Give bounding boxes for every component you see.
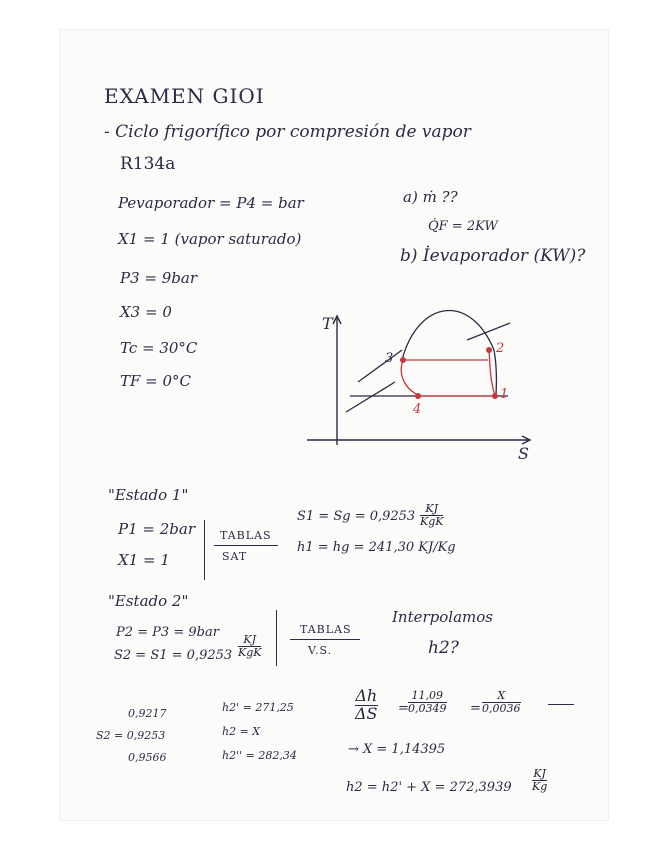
interp-h-b: h2'' = 282,34 [222,749,297,762]
state1-arrow [214,545,278,546]
ratio-n1: 11,09 [411,689,443,702]
p-evaporador: Pevaporador = P4 = bar [118,194,304,212]
ratio-d2: 0,0036 [482,701,521,715]
h2-final-unit [532,768,547,792]
ratio-ds: ΔS [355,703,378,723]
point-4-label: 4 [413,402,422,417]
state2-s2-unit [238,634,261,658]
saturation-dome [346,310,510,412]
point-2-label: 2 [496,341,505,356]
continuation-dash [548,704,574,705]
interp-h-a: h2' = 271,25 [222,701,294,714]
interp-h-x: h2 = X [222,725,261,738]
state2-s2: S2 = S1 = 0,9253 [114,648,233,663]
t-axis-label: T [322,314,333,333]
question-a-q: Q̇F = 2KW [428,219,498,234]
state-points [400,347,498,399]
tc-given: Tc = 30°C [120,339,198,357]
h2-final-unit-num: KJ [533,767,546,780]
ratio-n2: X [497,689,506,702]
h2-final-unit-den: Kg [532,779,548,793]
state1-brace [204,520,205,580]
interp-s-b: 0,9566 [128,751,167,764]
state1-h1: h1 = hg = 241,30 KJ/Kg [297,540,456,555]
interp-result: → X = 1,14395 [348,742,446,757]
state2-brace [276,610,277,666]
ratio-dh-ds [355,688,378,723]
point-4-dot [415,393,421,399]
state1-p1: P1 = 2bar [118,520,195,538]
tf-given: TF = 0°C [120,372,192,390]
point-1-label: 1 [500,387,509,402]
question-b: b) İevaporador (KW)? [400,246,586,266]
ratio-d1: 0,0349 [408,701,447,715]
state1-s1-unit-den: KgK [420,514,444,528]
h2-final: h2 = h2' + X = 272,3939 [346,780,512,795]
state1-x1: X1 = 1 [118,551,170,569]
state2-p2: P2 = P3 = 9bar [116,625,219,640]
state2-h2-question: h2? [428,638,459,658]
cycle-lines [401,350,495,396]
state2-s2-unit-num: KJ [243,633,257,646]
x1-given: X1 = 1 (vapor saturado) [118,230,302,248]
ratio-numeric-1 [408,690,447,714]
p3-given: P3 = 9bar [120,269,197,287]
s-axis-label: S [518,444,529,463]
x3-given: X3 = 0 [120,303,172,321]
state1-tables: TABLAS [220,529,272,542]
state1-s1-unit-num: KJ [425,502,439,515]
subtitle: - Ciclo frigorífico por compresión de vapor [104,122,471,142]
exam-title: EXAMEN GIOI [104,84,265,108]
ratio-numeric-2 [482,690,521,714]
interp-s-label: S2 = 0,9253 [96,729,166,742]
state1-heading: "Estado 1" [108,486,189,504]
fluid: R134a [120,154,176,174]
state1-s1-unit [420,503,443,527]
point-3-label: 3 [385,351,394,366]
state2-s2-unit-den: KgK [238,645,262,659]
question-a: a) ṁ ?? [403,188,458,206]
state2-heading: "Estado 2" [108,592,189,610]
state2-vs: V.S. [308,644,333,657]
state2-interpolamos: Interpolamos [392,608,493,626]
interp-s-a: 0,9217 [128,707,167,720]
state2-arrow [290,639,360,640]
point-1-dot [492,393,498,399]
state1-sat: SAT [222,550,248,563]
state2-tables: TABLAS [300,623,352,636]
state1-s1: S1 = Sg = 0,9253 [297,509,416,524]
point-2-dot [486,347,492,353]
ratio-dh: Δh [355,686,378,705]
eq-sign-2: = [470,701,481,716]
eq-sign-1: = [398,701,409,716]
point-3-dot [400,357,406,363]
